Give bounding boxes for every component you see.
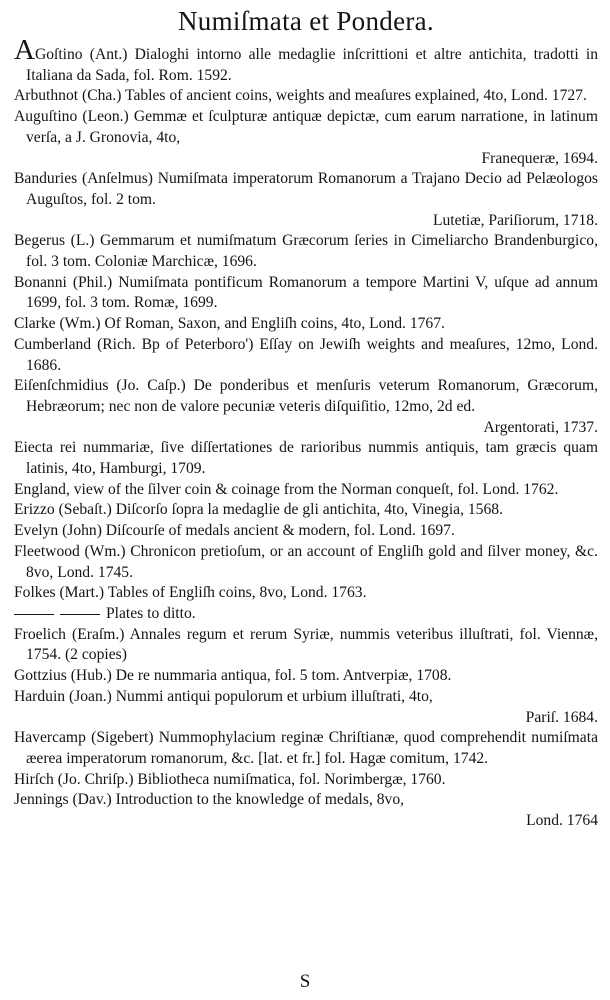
ditto-rule: [14, 614, 54, 615]
entry-text: Hirſch (Jo. Chriſp.) Bibliotheca numiſmatica, fol. Norimbergæ, 1760.: [14, 770, 446, 788]
entry-imprint: Lutetiæ, Pariſiorum, 1718.: [432, 211, 598, 229]
entry-text: Folkes (Mart.) Tables of Engliſh coins, 8vo, Lond. 1763.: [14, 584, 367, 602]
catalogue-entry: [14, 335, 598, 376]
entry-text: Havercamp (Sigebert) Nummophylacium reginæ Chriſtianæ, quod comprehendit numiſmata æerea imperatorum romanorum, &c. [lat. et fr.] fol. Hagæ comitum, 1742.: [14, 729, 598, 767]
entry-imprint: Pariſ. 1684.: [525, 708, 598, 726]
catalogue-entry: [14, 314, 598, 335]
catalogue-entry: [14, 86, 598, 107]
ditto-rule: [60, 614, 100, 615]
entry-text: Froelich (Eraſm.) Annales regum et rerum Syriæ, nummis veteribus illuſtrati, fol. Viennæ, 1754. (2 copies): [14, 625, 598, 664]
catalogue-entry: [14, 107, 598, 148]
entry-text: Erizzo (Sebaſt.) Diſcorſo ſopra la medaglie de gli antichita, 4to, Vinegia, 1568.: [14, 501, 503, 519]
catalogue-entry: [14, 34, 598, 86]
catalogue-entry: [14, 583, 598, 604]
entry-text: Cumberland (Rich. Bp of Peterboro') Eſſay on Jewiſh weights and meaſures, 12mo, Lond. 1686.: [14, 335, 598, 374]
catalogue-entry: [14, 625, 598, 666]
entry-imprint: Argentorati, 1737.: [483, 418, 598, 436]
catalogue-entry: [14, 480, 598, 501]
entry-text: Fleetwood (Wm.) Chronicon pretioſum, or an account of Engliſh gold and ſilver money, &c. 8vo, Lond. 1745.: [14, 542, 598, 581]
entry-text: Auguſtino (Leon.) Gemmæ et ſculpturæ antiquæ depictæ, cum earum narratione, in latinum verſa, a J. Gronovia, 4to,: [14, 108, 598, 146]
entry-text: Plates to ditto.: [106, 604, 196, 622]
entry-list: [14, 34, 598, 832]
entry-text: Begerus (L.) Gemmarum et numiſmatum Græcorum ſeries in Cimeliarcho Brandenburgico, fol. 3 tom. Coloniæ Marchicæ, 1696.: [14, 232, 598, 271]
catalogue-entry: [14, 542, 598, 583]
entry-text: England, view of the ſilver coin & coinage from the Norman conqueſt, fol. Lond. 1762.: [14, 480, 559, 498]
entry-text: Gottzius (Hub.) De re nummaria antiqua, fol. 5 tom. Antverpiæ, 1708.: [14, 667, 452, 685]
catalogue-entry: [14, 500, 598, 521]
entry-text: Eiſenſchmidius (Jo. Caſp.) De ponderibus et menſuris veterum Romanorum, Græcorum, Hebræorum; nec non de valore pecuniæ veteris diſquiſitio, 12mo, 2d ed.: [14, 377, 598, 415]
catalogue-entry: [14, 521, 598, 542]
catalogue-entry: [14, 666, 598, 687]
catalogue-entry: [14, 604, 598, 625]
page-signature: S: [299, 971, 311, 992]
entry-text: AGoſtino (Ant.) Dialoghi intorno alle medaglie inſcrittioni et altre antichita, tradotti in Italiana da Sada, fol. Rom. 1592.: [14, 34, 598, 84]
catalogue-entry: [14, 169, 598, 210]
entry-imprint: Lond. 1764: [526, 812, 598, 830]
catalogue-entry: [14, 438, 598, 479]
entry-text: Clarke (Wm.) Of Roman, Saxon, and Engliſh coins, 4to, Lond. 1767.: [14, 315, 445, 333]
catalogue-entry: [14, 273, 598, 314]
entry-text: Eiecta rei nummariæ, ſive diſſertationes de rarioribus nummis antiquis, tam græcis quam latinis, 4to, Hamburgi, 1709.: [14, 439, 598, 478]
entry-text: Harduin (Joan.) Nummi antiqui populorum et urbium illuſtrati, 4to,: [14, 687, 433, 705]
catalogue-entry: [14, 728, 598, 769]
catalogue-entry: [14, 770, 598, 791]
entry-imprint: Franequeræ, 1694.: [481, 149, 598, 167]
entry-text: Arbuthnot (Cha.) Tables of ancient coins, weights and meaſures explained, 4to, Lond. 1727.: [14, 87, 587, 105]
entry-text: Bonanni (Phil.) Numiſmata pontificum Romanorum a tempore Martini V, uſque ad annum 1699, fol. 3 tom. Romæ, 1699.: [14, 273, 598, 312]
catalogue-entry: [14, 687, 598, 708]
entry-text: Banduries (Anſelmus) Numiſmata imperatorum Romanorum a Trajano Decio ad Pelæologos Auguſtos, fol. 2 tom.: [14, 170, 598, 208]
page-title: Numiſmata et Pondera.: [178, 6, 434, 36]
entry-text: Jennings (Dav.) Introduction to the knowledge of medals, 8vo,: [14, 791, 405, 809]
catalogue-entry: [14, 231, 598, 272]
entry-text: Evelyn (John) Diſcourſe of medals ancient & modern, fol. Lond. 1697.: [14, 522, 455, 540]
catalogue-entry: [14, 790, 598, 811]
catalogue-entry: [14, 376, 598, 417]
